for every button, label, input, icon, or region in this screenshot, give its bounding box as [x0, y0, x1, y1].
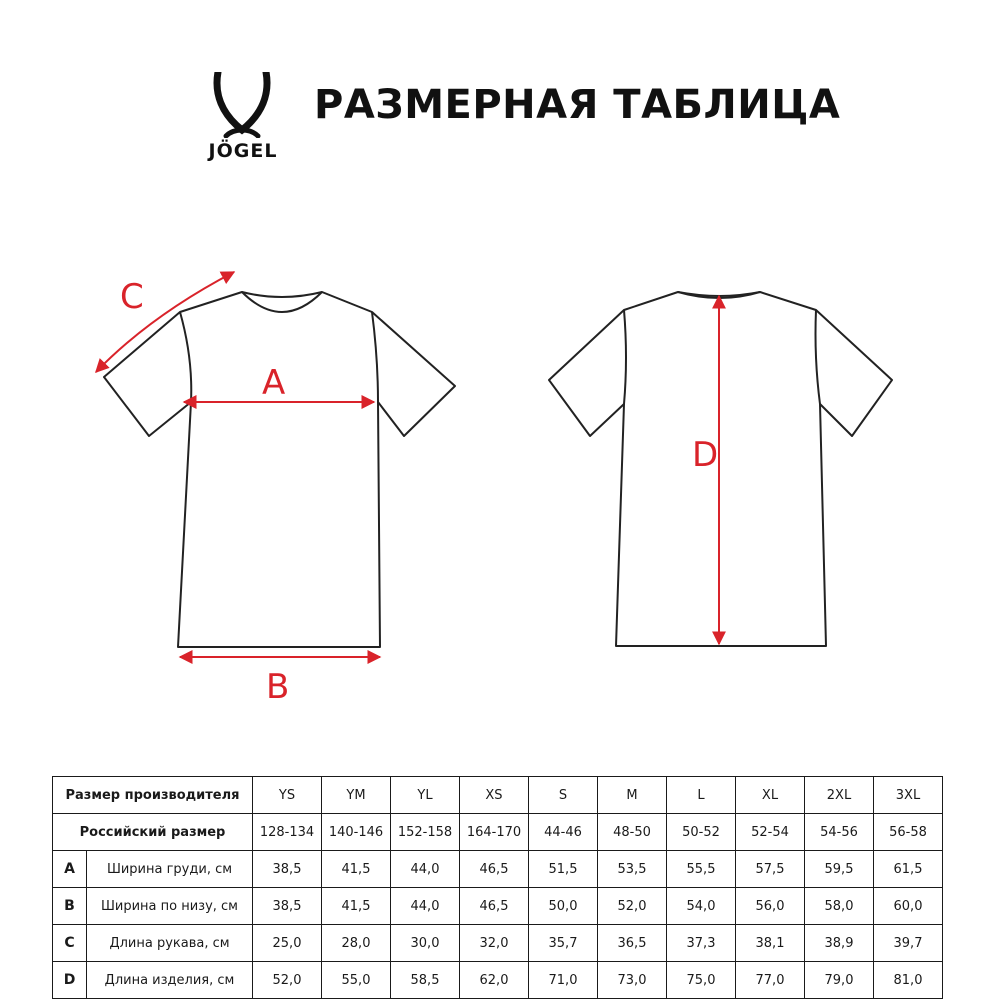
measure-c-label: C [120, 277, 144, 317]
tshirt-back-outline [549, 292, 892, 646]
value-cell: 53,5 [598, 851, 667, 888]
value-cell: 77,0 [736, 962, 805, 999]
russian-size-cell: 56-58 [874, 814, 943, 851]
value-cell: 46,5 [460, 851, 529, 888]
value-cell: 36,5 [598, 925, 667, 962]
brand-name: JÖGEL [208, 140, 278, 162]
value-cell: 44,0 [391, 851, 460, 888]
row-letter: D [53, 962, 87, 999]
value-cell: 38,9 [805, 925, 874, 962]
row-label: Ширина по низу, см [87, 888, 253, 925]
russian-size-row [53, 814, 943, 851]
value-cell: 50,0 [529, 888, 598, 925]
value-cell: 73,0 [598, 962, 667, 999]
row-letter: A [53, 851, 87, 888]
value-cell: 25,0 [253, 925, 322, 962]
size-cell: YS [253, 777, 322, 814]
value-cell: 60,0 [874, 888, 943, 925]
measure-d-label: D [692, 435, 719, 475]
row-letter: C [53, 925, 87, 962]
value-cell: 44,0 [391, 888, 460, 925]
measure-b-label: B [266, 667, 290, 700]
measure-a-label: A [262, 363, 286, 403]
header-label: Размер производителя [53, 777, 253, 814]
garment-diagram [0, 240, 1000, 700]
russian-size-cell: 52-54 [736, 814, 805, 851]
value-cell: 41,5 [322, 888, 391, 925]
value-cell: 52,0 [598, 888, 667, 925]
tshirt-front-outline [104, 292, 455, 647]
size-cell: YL [391, 777, 460, 814]
jogel-emblem-icon [212, 72, 272, 138]
value-cell: 55,5 [667, 851, 736, 888]
value-cell: 32,0 [460, 925, 529, 962]
size-cell: XS [460, 777, 529, 814]
measurement-row-b [53, 888, 943, 925]
value-cell: 54,0 [667, 888, 736, 925]
value-cell: 56,0 [736, 888, 805, 925]
value-cell: 58,5 [391, 962, 460, 999]
value-cell: 62,0 [460, 962, 529, 999]
value-cell: 81,0 [874, 962, 943, 999]
size-cell: 2XL [805, 777, 874, 814]
size-cell: XL [736, 777, 805, 814]
value-cell: 37,3 [667, 925, 736, 962]
table-header-row [53, 777, 943, 814]
value-cell: 79,0 [805, 962, 874, 999]
row-label: Ширина груди, см [87, 851, 253, 888]
russian-size-cell: 128-134 [253, 814, 322, 851]
russian-size-cell: 152-158 [391, 814, 460, 851]
row-label: Длина изделия, см [87, 962, 253, 999]
measurement-row-d [53, 962, 943, 999]
size-cell: M [598, 777, 667, 814]
brand-logo [188, 72, 298, 172]
measurement-row-c [53, 925, 943, 962]
value-cell: 51,5 [529, 851, 598, 888]
measurement-row-a [53, 851, 943, 888]
russian-size-cell: 164-170 [460, 814, 529, 851]
value-cell: 71,0 [529, 962, 598, 999]
value-cell: 57,5 [736, 851, 805, 888]
size-cell: L [667, 777, 736, 814]
size-cell: S [529, 777, 598, 814]
page-title: РАЗМЕРНАЯ ТАБЛИЦА [314, 82, 841, 128]
value-cell: 28,0 [322, 925, 391, 962]
value-cell: 55,0 [322, 962, 391, 999]
value-cell: 58,0 [805, 888, 874, 925]
russian-size-cell: 48-50 [598, 814, 667, 851]
value-cell: 38,5 [253, 888, 322, 925]
row-letter: B [53, 888, 87, 925]
russian-size-cell: 44-46 [529, 814, 598, 851]
value-cell: 46,5 [460, 888, 529, 925]
russian-size-cell: 50-52 [667, 814, 736, 851]
size-cell: 3XL [874, 777, 943, 814]
value-cell: 75,0 [667, 962, 736, 999]
size-table [52, 776, 943, 999]
row-label: Длина рукава, см [87, 925, 253, 962]
value-cell: 38,1 [736, 925, 805, 962]
russian-size-cell: 140-146 [322, 814, 391, 851]
value-cell: 41,5 [322, 851, 391, 888]
value-cell: 38,5 [253, 851, 322, 888]
russian-size-cell: 54-56 [805, 814, 874, 851]
value-cell: 61,5 [874, 851, 943, 888]
value-cell: 59,5 [805, 851, 874, 888]
value-cell: 52,0 [253, 962, 322, 999]
russian-size-label: Российский размер [53, 814, 253, 851]
value-cell: 39,7 [874, 925, 943, 962]
size-cell: YM [322, 777, 391, 814]
value-cell: 30,0 [391, 925, 460, 962]
value-cell: 35,7 [529, 925, 598, 962]
